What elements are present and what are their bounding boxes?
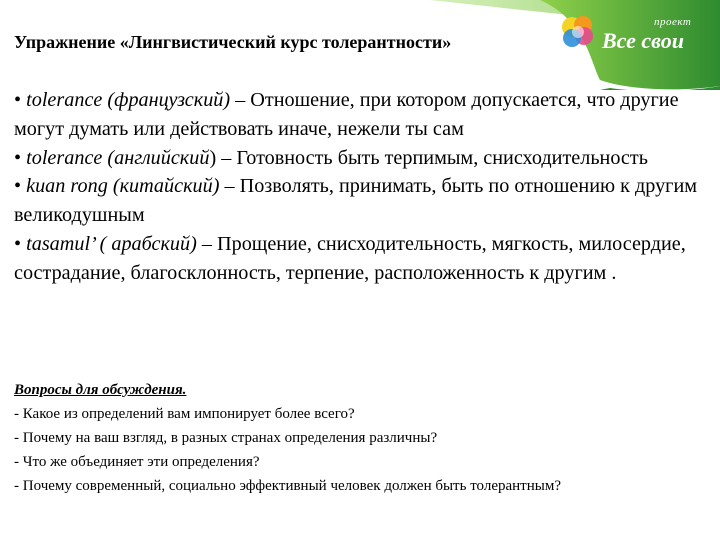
definition-text: – Позволять, принимать, быть по отношению к другим великодушным	[14, 175, 698, 227]
question-item: - Почему на ваш взгляд, в разных странах определения различны?	[14, 430, 438, 446]
bullet: •	[14, 89, 27, 111]
questions-heading: Вопросы для обсуждения.	[14, 382, 187, 398]
definition-item	[14, 144, 714, 173]
definition-item	[14, 86, 714, 144]
definition-item	[14, 172, 714, 230]
bullet: •	[14, 175, 27, 198]
discussion-questions	[14, 378, 714, 498]
definition-term: tolerance (английский	[26, 146, 210, 169]
slide-title: Упражнение «Лингвистический курс толерантности»	[14, 32, 452, 52]
question-item: - Что же объединяет эти определения?	[14, 454, 260, 470]
definition-term: kuan rong (китайский)	[26, 175, 220, 198]
definition-term: tolerance (французский)	[26, 89, 231, 111]
definitions-list	[14, 86, 714, 288]
definition-term: tasamul’ ( арабский)	[26, 232, 197, 255]
bullet: •	[14, 232, 27, 255]
question-item: - Почему современный, социально эффективный человек должен быть толерантным?	[14, 478, 561, 494]
definition-text: – Отношение, при котором допускается, что другие могут думать или действовать иначе, нежели ты сам	[14, 89, 679, 140]
bullet: •	[14, 146, 27, 169]
definition-text: – Прощение, снисходительность, мягкость, милосердие, сострадание, благосклонность, терпение, расположенность к другим .	[14, 232, 686, 284]
circles-logo-icon	[558, 12, 600, 54]
definition-text: ) – Готовность быть терпимым, снисходительность	[209, 146, 648, 169]
definition-item	[14, 230, 714, 288]
brand-logo	[558, 8, 718, 83]
logo-pre-label: проект	[654, 16, 692, 28]
question-item: - Какое из определений вам импонирует более всего?	[14, 406, 355, 422]
logo-name: Все свои	[602, 28, 684, 53]
